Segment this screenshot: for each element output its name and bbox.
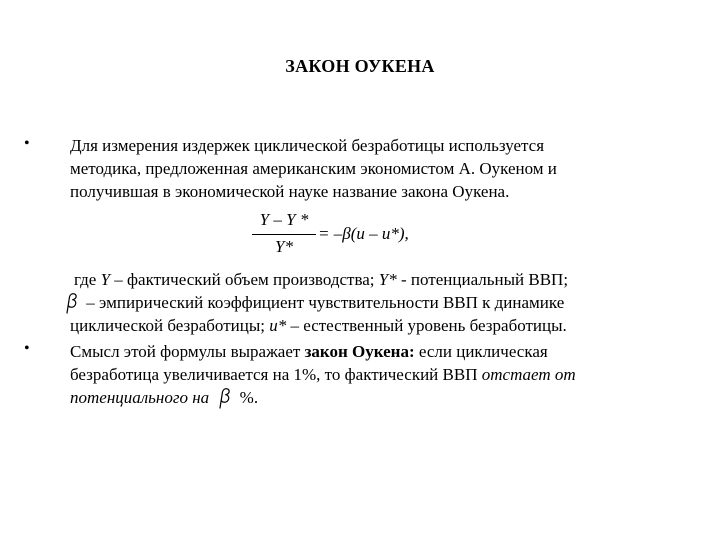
formula-right-side: = –β(u – u*),: [318, 224, 409, 243]
paragraph-natural-rate: [70, 314, 710, 337]
bullet-marker-2: •: [24, 340, 30, 357]
italic-potential: потенциального на: [70, 388, 210, 407]
paragraph-variables: [74, 268, 704, 291]
paragraph-beta-line: [60, 291, 700, 314]
paragraph-line: потенциального на %.: [70, 388, 259, 407]
okun-formula: [252, 210, 432, 260]
formula-fraction: [252, 210, 316, 257]
variable-u-star: u*: [269, 316, 287, 335]
formula-numerator: Y – Y *: [259, 210, 309, 229]
paragraph-line: безработица увеличивается на 1%, то фактический ВВП отстает от: [70, 365, 576, 384]
paragraph-definition: [70, 134, 700, 203]
paragraph-line: получившая в экономической науке название закона Оукена.: [70, 182, 510, 201]
variable-y-star: Y*: [378, 270, 397, 289]
paragraph-line: циклической безработицы; u* – естественный уровень безработицы.: [70, 316, 567, 335]
bullet-marker-1: •: [24, 135, 30, 152]
paragraph-line: – эмпирический коэффициент чувствительности ВВП к динамике: [60, 291, 700, 314]
paragraph-line: Смысл этой формулы выражает закон Оукена: если циклическая: [70, 342, 548, 361]
paragraph-line: методика, предложенная американским экономистом А. Оукеном и: [70, 159, 557, 178]
formula-denominator: Y*: [275, 237, 293, 256]
variable-y: Y: [100, 270, 111, 289]
paragraph-line: Для измерения издержек циклической безработицы используется: [70, 136, 545, 155]
beta-symbol-icon: [213, 387, 235, 409]
paragraph-meaning: [70, 340, 700, 409]
italic-lags: отстает от: [481, 365, 576, 384]
beta-symbol-icon: [60, 292, 82, 314]
fraction-bar: [252, 234, 316, 235]
slide-title: ЗАКОН ОУКЕНА: [285, 56, 435, 76]
okun-law-bold: закон Оукена:: [304, 342, 415, 361]
paragraph-line: где Y – фактический объем производства; Y* - потенциальный ВВП;: [74, 270, 569, 289]
